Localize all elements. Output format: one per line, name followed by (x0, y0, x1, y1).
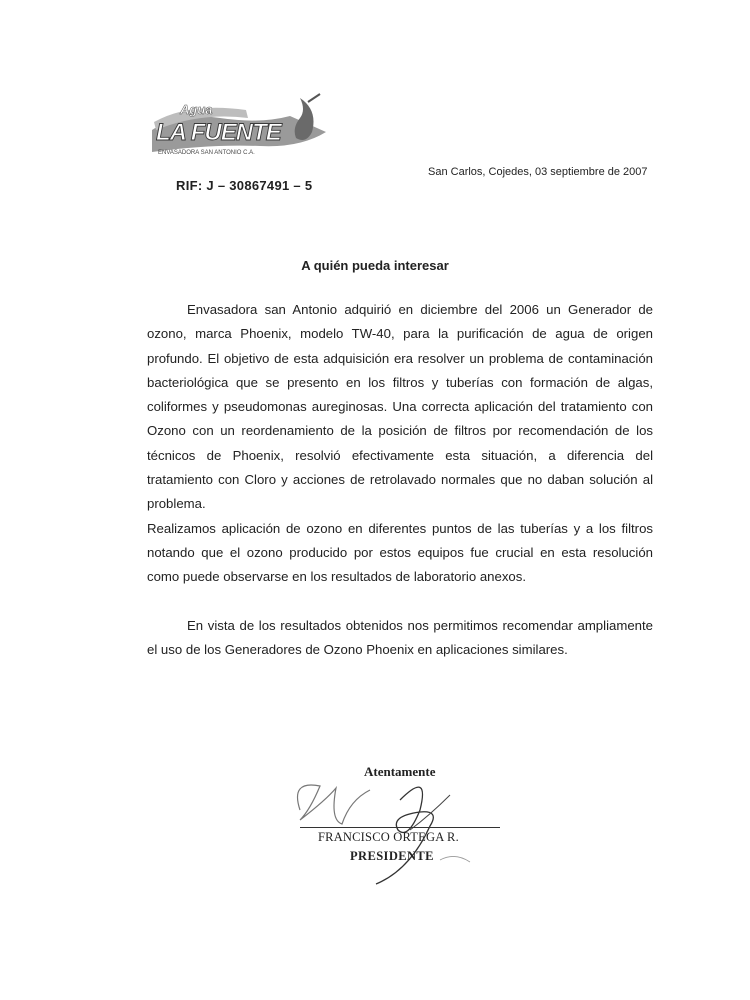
signatory-title: PRESIDENTE (350, 849, 434, 863)
signature-stroke-1 (298, 785, 371, 824)
logo-tagline: ENVASADORA SAN ANTONIO C.A. (158, 150, 255, 156)
logo-top-word: Agua (180, 102, 213, 117)
paragraph-1: Envasadora san Antonio adquirió en diciembre del 2006 un Generador de ozono, marca Phoenix, modelo TW-40, para la purificación de agua de origen profundo. El objetivo de esta adquisición era resolver un problema de contaminación bacteriológica que se presento en los filtros y tuberías con formación de algas, coliformes y pseudomonas aureginosas. Una correcta aplicación del tratamiento con Ozono con un reordenamiento de la posición de filtros por recomendación de los técnicos de Phoenix, resolvió efectivamente esta situación, a diferencia del tratamiento con Cloro y acciones de retrolavado normales que no daban solución al problema. (147, 302, 653, 512)
rif-number: RIF: J – 30867491 – 5 (176, 178, 313, 193)
logo-graphic (150, 92, 330, 162)
stamp-trace (440, 856, 470, 862)
logo-droplet (295, 98, 314, 140)
letter-body (147, 298, 653, 662)
company-logo (150, 92, 330, 162)
signature-line (300, 827, 500, 828)
paragraph-2: Realizamos aplicación de ozono en diferentes puntos de las tuberías y a los filtros notando que el ozono producido por estos equipos fue crucial en esta resolución como puede observarse en los resultados de laboratorio anexos. (147, 520, 653, 585)
salutation: A quién pueda interesar (301, 258, 449, 273)
signatory-name: FRANCISCO ORTEGA R. (318, 830, 459, 844)
logo-main-word: LA FUENTE (156, 119, 281, 146)
paragraph-3: En vista de los resultados obtenidos nos permitimos recomendar ampliamente el uso de los Generadores de Ozono Phoenix en aplicaciones similares. (147, 617, 653, 657)
logo-splash-line (308, 94, 320, 102)
closing: Atentamente (364, 764, 436, 779)
place-date: San Carlos, Cojedes, 03 septiembre de 2007 (428, 166, 648, 178)
